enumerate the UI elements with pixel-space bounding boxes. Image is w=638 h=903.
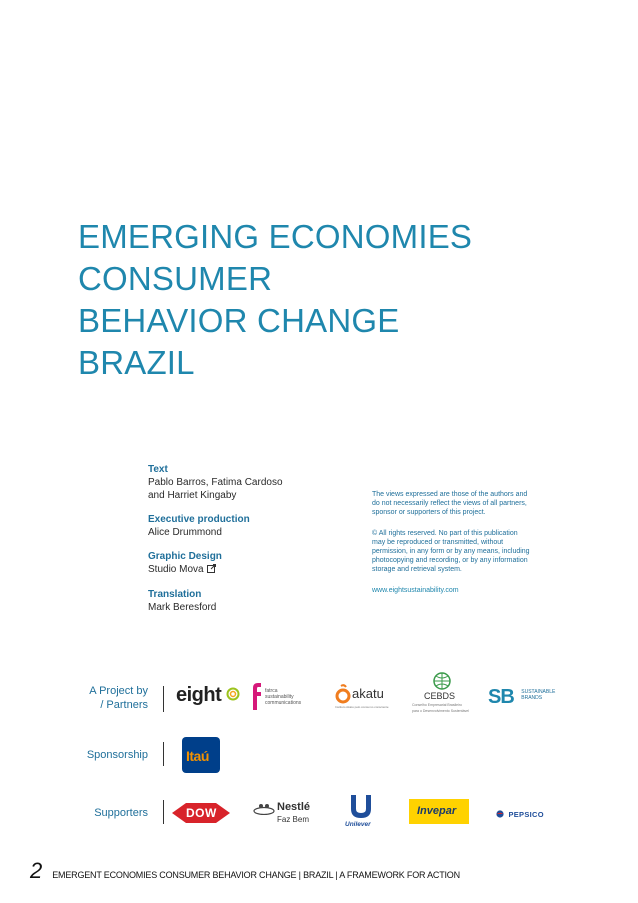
sponsorship-label: Sponsorship [86, 749, 148, 761]
akatu-logo[interactable] [335, 684, 395, 710]
itau-logo[interactable] [182, 737, 220, 773]
credit-label: Executive production [148, 514, 250, 525]
credits-block [148, 464, 338, 626]
rights-text: © All rights reserved. No part of this publication may be reproduced or transmitted, without permission, in any form or by any means, including photocopying and recording, or by any information storage and retrieval system. [372, 530, 530, 573]
legal-notes [372, 490, 532, 607]
credit-translation [148, 589, 338, 614]
unilever-logo[interactable] [343, 794, 379, 832]
footer-text: EMERGENT ECONOMIES CONSUMER BEHAVIOR CHANGE | BRAZIL | A FRAMEWORK FOR ACTION [52, 870, 460, 880]
title-line: EMERGING ECONOMIES [78, 218, 473, 255]
unilever-u-icon [348, 794, 374, 820]
credit-value: Mark Beresford [148, 602, 217, 613]
akatu-logo-text: akatu [352, 686, 384, 701]
nestle-tagline: Faz Bem [277, 815, 310, 824]
eight-logo[interactable] [176, 684, 240, 707]
partners-label [58, 684, 148, 712]
pepsico-logo-text: PEPSICO [508, 810, 544, 819]
pepsico-logo[interactable] [496, 804, 544, 822]
divider [163, 686, 164, 712]
website-link[interactable]: www.eightsustainability.com [372, 587, 459, 594]
credit-executive-production [148, 514, 338, 539]
credit-value: Pablo Barros, Fatima Cardoso [148, 477, 283, 488]
cebds-globe-icon [433, 672, 451, 690]
dow-logo[interactable] [172, 802, 230, 824]
studio-mova-link[interactable]: Studio Mova [148, 564, 204, 575]
credit-label: Text [148, 464, 168, 475]
unilever-logo-text: Unilever [345, 821, 371, 828]
page-footer [30, 858, 460, 884]
nestle-logo[interactable] [253, 800, 313, 830]
eight-logo-text: eight [176, 684, 222, 706]
credit-text [148, 464, 338, 502]
title-line: BRAZIL [78, 344, 195, 381]
title-line: CONSUMER [78, 260, 273, 297]
page-number: 2 [30, 858, 43, 883]
credit-label: Graphic Design [148, 551, 222, 562]
eight-swirl-icon [226, 687, 240, 701]
sb-logo-text: SUSTAINABLE [521, 689, 556, 695]
credit-graphic-design [148, 551, 338, 577]
nestle-nest-icon [253, 801, 275, 815]
cebds-tagline: Conselho Empresarial Brasileiro [412, 703, 462, 707]
supporters-label: Supporters [94, 807, 148, 819]
nestle-logo-text: Nestlé [277, 801, 311, 813]
divider [163, 742, 164, 766]
partners-label-line: A Project by [89, 685, 148, 697]
sb-logo-mark: SB [488, 686, 514, 708]
fatrca-logo-text: communications [265, 700, 302, 706]
partners-label-line: / Partners [100, 699, 148, 711]
divider [163, 800, 164, 824]
cebds-logo[interactable] [412, 672, 474, 718]
cebds-logo-text: CEBDS [424, 691, 456, 701]
invepar-logo-text: Invepar [417, 805, 457, 817]
pepsico-globe-icon [496, 810, 504, 818]
itau-logo-text: Itaú [186, 748, 209, 764]
sb-logo-text: BRANDS [521, 695, 543, 701]
document-title [78, 216, 472, 384]
external-link-icon[interactable] [207, 564, 216, 577]
fatrca-f-icon [250, 682, 262, 710]
fatrca-logo-text: fatrca [265, 688, 278, 694]
sustainable-brands-logo[interactable] [488, 686, 555, 709]
invepar-logo[interactable] [409, 799, 469, 824]
credit-value [148, 563, 338, 577]
akatu-a-icon [335, 684, 351, 704]
credit-value: Alice Drummond [148, 527, 222, 538]
cebds-tagline: para o Desenvolvimento Sustentável [412, 709, 470, 713]
credit-label: Translation [148, 589, 202, 600]
akatu-tagline: Instituto Akatu pelo consumo consciente [335, 705, 389, 709]
dow-logo-text: DOW [186, 806, 217, 820]
credit-value: and Harriet Kingaby [148, 490, 237, 501]
title-line: BEHAVIOR CHANGE [78, 302, 400, 339]
disclaimer-text: The views expressed are those of the authors and do not necessarily reflect the views of all partners, sponsor or supporters of this project. [372, 491, 528, 516]
fatrca-logo-text: sustainability [265, 694, 294, 700]
